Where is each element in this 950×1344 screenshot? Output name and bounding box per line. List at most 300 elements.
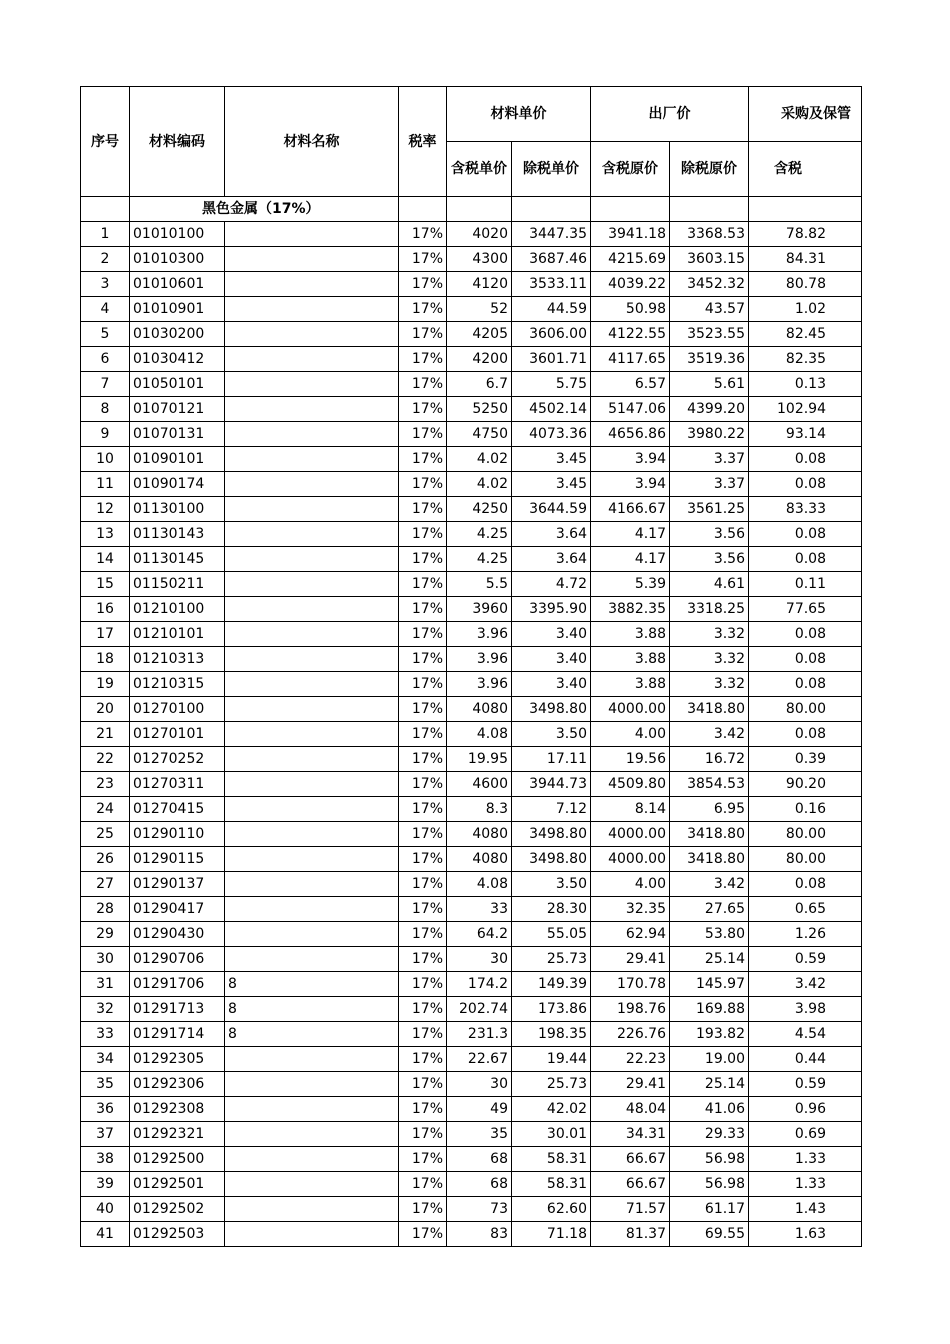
with-tax-unit-cell[interactable]: 83 [447,1222,512,1247]
with-tax-unit-cell[interactable]: 231.3 [447,1022,512,1047]
ex-tax-unit-cell[interactable]: 149.39 [512,972,591,997]
tax-rate-cell[interactable]: 17% [399,1047,447,1072]
ex-tax-orig-cell[interactable]: 61.17 [670,1197,749,1222]
with-tax-cell[interactable]: 4.54 [749,1022,862,1047]
with-tax-cell[interactable]: 1.26 [749,922,862,947]
ex-tax-unit-cell[interactable]: 3687.46 [512,247,591,272]
with-tax-cell[interactable]: 1.63 [749,1222,862,1247]
with-tax-unit-cell[interactable]: 4.02 [447,472,512,497]
seq-cell[interactable]: 13 [81,522,130,547]
ex-tax-unit-cell[interactable]: 3498.80 [512,822,591,847]
ex-tax-unit-cell[interactable]: 62.60 [512,1197,591,1222]
name-cell[interactable] [225,722,399,747]
seq-cell[interactable]: 27 [81,872,130,897]
ex-tax-orig-cell[interactable]: 69.55 [670,1222,749,1247]
ex-tax-orig-cell[interactable]: 56.98 [670,1147,749,1172]
code-cell[interactable]: 01210100 [130,597,225,622]
ex-tax-orig-cell[interactable]: 3.56 [670,522,749,547]
name-cell[interactable] [225,322,399,347]
with-tax-unit-cell[interactable]: 68 [447,1172,512,1197]
with-tax-cell[interactable]: 0.08 [749,672,862,697]
seq-cell[interactable]: 10 [81,447,130,472]
with-tax-unit-cell[interactable]: 52 [447,297,512,322]
tax-rate-cell[interactable]: 17% [399,347,447,372]
ex-tax-unit-cell[interactable]: 3.40 [512,647,591,672]
with-tax-cell[interactable]: 82.35 [749,347,862,372]
ex-tax-unit-cell[interactable]: 3.40 [512,622,591,647]
ex-tax-orig-cell[interactable]: 6.95 [670,797,749,822]
seq-cell[interactable]: 5 [81,322,130,347]
seq-cell[interactable]: 17 [81,622,130,647]
name-cell[interactable] [225,247,399,272]
seq-cell[interactable]: 16 [81,597,130,622]
code-cell[interactable]: 01290110 [130,822,225,847]
seq-cell[interactable]: 28 [81,897,130,922]
ex-tax-orig-cell[interactable]: 3.32 [670,672,749,697]
name-cell[interactable] [225,1047,399,1072]
code-cell[interactable]: 01292503 [130,1222,225,1247]
with-tax-unit-cell[interactable]: 35 [447,1122,512,1147]
ex-tax-orig-cell[interactable]: 3368.53 [670,222,749,247]
with-tax-unit-cell[interactable]: 202.74 [447,997,512,1022]
with-tax-unit-cell[interactable]: 3.96 [447,647,512,672]
code-cell[interactable]: 01210101 [130,622,225,647]
code-cell[interactable]: 01010901 [130,297,225,322]
seq-cell[interactable]: 4 [81,297,130,322]
name-cell[interactable] [225,547,399,572]
with-tax-unit-cell[interactable]: 68 [447,1147,512,1172]
seq-cell[interactable]: 18 [81,647,130,672]
name-cell[interactable] [225,1122,399,1147]
name-cell[interactable] [225,622,399,647]
seq-cell[interactable]: 3 [81,272,130,297]
name-cell[interactable]: 8 [225,972,399,997]
with-tax-cell[interactable]: 0.59 [749,947,862,972]
tax-rate-cell[interactable]: 17% [399,1197,447,1222]
with-tax-orig-cell[interactable]: 62.94 [591,922,670,947]
seq-cell[interactable]: 19 [81,672,130,697]
with-tax-unit-cell[interactable]: 174.2 [447,972,512,997]
ex-tax-orig-cell[interactable]: 3523.55 [670,322,749,347]
ex-tax-unit-cell[interactable]: 3498.80 [512,847,591,872]
with-tax-orig-cell[interactable]: 50.98 [591,297,670,322]
code-cell[interactable]: 01270415 [130,797,225,822]
with-tax-unit-cell[interactable]: 4.08 [447,872,512,897]
seq-cell[interactable]: 38 [81,1147,130,1172]
with-tax-unit-cell[interactable]: 22.67 [447,1047,512,1072]
with-tax-orig-cell[interactable]: 32.35 [591,897,670,922]
name-cell[interactable] [225,822,399,847]
with-tax-cell[interactable]: 0.08 [749,872,862,897]
ex-tax-orig-cell[interactable]: 3561.25 [670,497,749,522]
with-tax-unit-cell[interactable]: 4300 [447,247,512,272]
seq-cell[interactable]: 14 [81,547,130,572]
with-tax-cell[interactable]: 0.08 [749,622,862,647]
code-cell[interactable]: 01292306 [130,1072,225,1097]
with-tax-cell[interactable]: 0.69 [749,1122,862,1147]
tax-rate-cell[interactable]: 17% [399,322,447,347]
ex-tax-unit-cell[interactable]: 4073.36 [512,422,591,447]
with-tax-cell[interactable]: 80.00 [749,822,862,847]
ex-tax-unit-cell[interactable]: 3533.11 [512,272,591,297]
with-tax-orig-cell[interactable]: 4122.55 [591,322,670,347]
seq-cell[interactable]: 11 [81,472,130,497]
seq-cell[interactable]: 7 [81,372,130,397]
ex-tax-unit-cell[interactable]: 71.18 [512,1222,591,1247]
ex-tax-orig-cell[interactable]: 53.80 [670,922,749,947]
with-tax-unit-cell[interactable]: 64.2 [447,922,512,947]
with-tax-orig-cell[interactable]: 3941.18 [591,222,670,247]
ex-tax-unit-cell[interactable]: 3644.59 [512,497,591,522]
name-cell[interactable] [225,297,399,322]
ex-tax-unit-cell[interactable]: 4.72 [512,572,591,597]
code-cell[interactable]: 01290115 [130,847,225,872]
ex-tax-unit-cell[interactable]: 5.75 [512,372,591,397]
with-tax-orig-cell[interactable]: 3.94 [591,472,670,497]
ex-tax-orig-cell[interactable]: 41.06 [670,1097,749,1122]
with-tax-orig-cell[interactable]: 4.17 [591,547,670,572]
code-cell[interactable]: 01292321 [130,1122,225,1147]
ex-tax-unit-cell[interactable]: 30.01 [512,1122,591,1147]
with-tax-orig-cell[interactable]: 34.31 [591,1122,670,1147]
tax-rate-cell[interactable]: 17% [399,397,447,422]
with-tax-cell[interactable]: 78.82 [749,222,862,247]
tax-rate-cell[interactable]: 17% [399,872,447,897]
with-tax-unit-cell[interactable]: 3.96 [447,622,512,647]
ex-tax-orig-cell[interactable]: 3418.80 [670,847,749,872]
seq-cell[interactable]: 25 [81,822,130,847]
ex-tax-unit-cell[interactable]: 42.02 [512,1097,591,1122]
ex-tax-unit-cell[interactable]: 3.50 [512,722,591,747]
code-cell[interactable]: 01291706 [130,972,225,997]
tax-rate-cell[interactable]: 17% [399,372,447,397]
name-cell[interactable] [225,472,399,497]
with-tax-orig-cell[interactable]: 4000.00 [591,697,670,722]
with-tax-orig-cell[interactable]: 4000.00 [591,847,670,872]
seq-cell[interactable]: 33 [81,1022,130,1047]
code-cell[interactable]: 01270311 [130,772,225,797]
name-cell[interactable] [225,747,399,772]
with-tax-unit-cell[interactable]: 5250 [447,397,512,422]
with-tax-cell[interactable]: 1.43 [749,1197,862,1222]
with-tax-cell[interactable]: 1.33 [749,1172,862,1197]
code-cell[interactable]: 01291713 [130,997,225,1022]
name-cell[interactable] [225,372,399,397]
tax-rate-cell[interactable]: 17% [399,772,447,797]
with-tax-unit-cell[interactable]: 6.7 [447,372,512,397]
ex-tax-orig-cell[interactable]: 5.61 [670,372,749,397]
ex-tax-orig-cell[interactable]: 3603.15 [670,247,749,272]
seq-cell[interactable]: 35 [81,1072,130,1097]
with-tax-unit-cell[interactable]: 4.25 [447,547,512,572]
name-cell[interactable] [225,447,399,472]
with-tax-cell[interactable]: 0.16 [749,797,862,822]
with-tax-cell[interactable]: 84.31 [749,247,862,272]
code-cell[interactable]: 01290706 [130,947,225,972]
with-tax-unit-cell[interactable]: 4205 [447,322,512,347]
ex-tax-orig-cell[interactable]: 3418.80 [670,822,749,847]
ex-tax-orig-cell[interactable]: 29.33 [670,1122,749,1147]
with-tax-unit-cell[interactable]: 4080 [447,697,512,722]
with-tax-unit-cell[interactable]: 49 [447,1097,512,1122]
ex-tax-unit-cell[interactable]: 3447.35 [512,222,591,247]
seq-cell[interactable]: 21 [81,722,130,747]
with-tax-cell[interactable]: 0.59 [749,1072,862,1097]
name-cell[interactable] [225,1172,399,1197]
ex-tax-unit-cell[interactable]: 25.73 [512,947,591,972]
with-tax-cell[interactable]: 0.11 [749,572,862,597]
with-tax-cell[interactable]: 0.08 [749,472,862,497]
seq-cell[interactable]: 41 [81,1222,130,1247]
with-tax-cell[interactable]: 0.08 [749,547,862,572]
code-cell[interactable]: 01292500 [130,1147,225,1172]
with-tax-cell[interactable]: 0.08 [749,522,862,547]
with-tax-orig-cell[interactable]: 3.88 [591,622,670,647]
name-cell[interactable] [225,1072,399,1097]
ex-tax-orig-cell[interactable]: 25.14 [670,1072,749,1097]
code-cell[interactable]: 01090174 [130,472,225,497]
ex-tax-orig-cell[interactable]: 19.00 [670,1047,749,1072]
with-tax-unit-cell[interactable]: 4200 [447,347,512,372]
ex-tax-orig-cell[interactable]: 25.14 [670,947,749,972]
with-tax-cell[interactable]: 93.14 [749,422,862,447]
tax-rate-cell[interactable]: 17% [399,572,447,597]
ex-tax-unit-cell[interactable]: 28.30 [512,897,591,922]
with-tax-orig-cell[interactable]: 4509.80 [591,772,670,797]
ex-tax-unit-cell[interactable]: 3.45 [512,447,591,472]
seq-cell[interactable]: 12 [81,497,130,522]
ex-tax-unit-cell[interactable]: 3.40 [512,672,591,697]
with-tax-cell[interactable]: 80.78 [749,272,862,297]
code-cell[interactable]: 01010300 [130,247,225,272]
name-cell[interactable] [225,772,399,797]
code-cell[interactable]: 01290137 [130,872,225,897]
ex-tax-orig-cell[interactable]: 3.56 [670,547,749,572]
tax-rate-cell[interactable]: 17% [399,597,447,622]
code-cell[interactable]: 01070121 [130,397,225,422]
ex-tax-unit-cell[interactable]: 198.35 [512,1022,591,1047]
with-tax-unit-cell[interactable]: 30 [447,1072,512,1097]
with-tax-orig-cell[interactable]: 29.41 [591,1072,670,1097]
ex-tax-unit-cell[interactable]: 3.64 [512,522,591,547]
seq-cell[interactable]: 1 [81,222,130,247]
name-cell[interactable]: 8 [225,997,399,1022]
code-cell[interactable]: 01010100 [130,222,225,247]
ex-tax-orig-cell[interactable]: 3980.22 [670,422,749,447]
with-tax-cell[interactable]: 0.08 [749,722,862,747]
seq-cell[interactable]: 37 [81,1122,130,1147]
ex-tax-orig-cell[interactable]: 3854.53 [670,772,749,797]
tax-rate-cell[interactable]: 17% [399,647,447,672]
seq-cell[interactable]: 31 [81,972,130,997]
with-tax-unit-cell[interactable]: 30 [447,947,512,972]
ex-tax-orig-cell[interactable]: 4399.20 [670,397,749,422]
tax-rate-cell[interactable]: 17% [399,272,447,297]
seq-cell[interactable]: 30 [81,947,130,972]
name-cell[interactable] [225,1222,399,1247]
with-tax-orig-cell[interactable]: 5.39 [591,572,670,597]
with-tax-unit-cell[interactable]: 4750 [447,422,512,447]
with-tax-orig-cell[interactable]: 81.37 [591,1222,670,1247]
ex-tax-unit-cell[interactable]: 58.31 [512,1172,591,1197]
ex-tax-unit-cell[interactable]: 3.50 [512,872,591,897]
ex-tax-orig-cell[interactable]: 145.97 [670,972,749,997]
tax-rate-cell[interactable]: 17% [399,1147,447,1172]
with-tax-cell[interactable]: 3.98 [749,997,862,1022]
ex-tax-unit-cell[interactable]: 58.31 [512,1147,591,1172]
name-cell[interactable] [225,422,399,447]
ex-tax-unit-cell[interactable]: 3606.00 [512,322,591,347]
with-tax-cell[interactable]: 0.08 [749,647,862,672]
code-cell[interactable]: 01292502 [130,1197,225,1222]
seq-cell[interactable]: 39 [81,1172,130,1197]
ex-tax-orig-cell[interactable]: 43.57 [670,297,749,322]
seq-cell[interactable]: 9 [81,422,130,447]
with-tax-cell[interactable]: 1.02 [749,297,862,322]
tax-rate-cell[interactable]: 17% [399,797,447,822]
seq-cell[interactable]: 8 [81,397,130,422]
ex-tax-orig-cell[interactable]: 3.42 [670,722,749,747]
with-tax-unit-cell[interactable]: 4600 [447,772,512,797]
ex-tax-unit-cell[interactable]: 173.86 [512,997,591,1022]
seq-cell[interactable]: 2 [81,247,130,272]
with-tax-orig-cell[interactable]: 66.67 [591,1172,670,1197]
tax-rate-cell[interactable]: 17% [399,522,447,547]
ex-tax-unit-cell[interactable]: 7.12 [512,797,591,822]
code-cell[interactable]: 01291714 [130,1022,225,1047]
tax-rate-cell[interactable]: 17% [399,1172,447,1197]
with-tax-orig-cell[interactable]: 4000.00 [591,822,670,847]
with-tax-orig-cell[interactable]: 3.94 [591,447,670,472]
tax-rate-cell[interactable]: 17% [399,1222,447,1247]
with-tax-unit-cell[interactable]: 3960 [447,597,512,622]
tax-rate-cell[interactable]: 17% [399,847,447,872]
ex-tax-orig-cell[interactable]: 3.32 [670,647,749,672]
with-tax-orig-cell[interactable]: 3.88 [591,672,670,697]
tax-rate-cell[interactable]: 17% [399,747,447,772]
ex-tax-orig-cell[interactable]: 3418.80 [670,697,749,722]
with-tax-orig-cell[interactable]: 8.14 [591,797,670,822]
ex-tax-unit-cell[interactable]: 3.64 [512,547,591,572]
code-cell[interactable]: 01070131 [130,422,225,447]
with-tax-cell[interactable]: 77.65 [749,597,862,622]
with-tax-orig-cell[interactable]: 170.78 [591,972,670,997]
code-cell[interactable]: 01292501 [130,1172,225,1197]
with-tax-cell[interactable]: 1.33 [749,1147,862,1172]
seq-cell[interactable]: 26 [81,847,130,872]
with-tax-cell[interactable]: 3.42 [749,972,862,997]
tax-rate-cell[interactable]: 17% [399,497,447,522]
ex-tax-orig-cell[interactable]: 3452.32 [670,272,749,297]
seq-cell[interactable]: 24 [81,797,130,822]
name-cell[interactable] [225,347,399,372]
ex-tax-orig-cell[interactable]: 3.37 [670,447,749,472]
ex-tax-orig-cell[interactable]: 16.72 [670,747,749,772]
name-cell[interactable] [225,647,399,672]
tax-rate-cell[interactable]: 17% [399,822,447,847]
tax-rate-cell[interactable]: 17% [399,922,447,947]
with-tax-unit-cell[interactable]: 4.25 [447,522,512,547]
with-tax-orig-cell[interactable]: 198.76 [591,997,670,1022]
with-tax-orig-cell[interactable]: 6.57 [591,372,670,397]
name-cell[interactable] [225,397,399,422]
name-cell[interactable] [225,697,399,722]
ex-tax-unit-cell[interactable]: 19.44 [512,1047,591,1072]
name-cell[interactable] [225,672,399,697]
tax-rate-cell[interactable]: 17% [399,722,447,747]
name-cell[interactable] [225,272,399,297]
code-cell[interactable]: 01270101 [130,722,225,747]
with-tax-unit-cell[interactable]: 73 [447,1197,512,1222]
with-tax-unit-cell[interactable]: 4080 [447,822,512,847]
ex-tax-orig-cell[interactable]: 169.88 [670,997,749,1022]
with-tax-orig-cell[interactable]: 71.57 [591,1197,670,1222]
with-tax-cell[interactable]: 83.33 [749,497,862,522]
code-cell[interactable]: 01270100 [130,697,225,722]
code-cell[interactable]: 01290430 [130,922,225,947]
code-cell[interactable]: 01090101 [130,447,225,472]
code-cell[interactable]: 01292308 [130,1097,225,1122]
ex-tax-orig-cell[interactable]: 3.42 [670,872,749,897]
tax-rate-cell[interactable]: 17% [399,622,447,647]
name-cell[interactable] [225,947,399,972]
name-cell[interactable] [225,847,399,872]
name-cell[interactable] [225,522,399,547]
name-cell[interactable]: 8 [225,1022,399,1047]
with-tax-cell[interactable]: 80.00 [749,847,862,872]
ex-tax-orig-cell[interactable]: 4.61 [670,572,749,597]
code-cell[interactable]: 01030200 [130,322,225,347]
seq-cell[interactable]: 22 [81,747,130,772]
with-tax-orig-cell[interactable]: 48.04 [591,1097,670,1122]
tax-rate-cell[interactable]: 17% [399,447,447,472]
code-cell[interactable]: 01150211 [130,572,225,597]
tax-rate-cell[interactable]: 17% [399,547,447,572]
tax-rate-cell[interactable]: 17% [399,297,447,322]
code-cell[interactable]: 01030412 [130,347,225,372]
ex-tax-orig-cell[interactable]: 3.32 [670,622,749,647]
with-tax-orig-cell[interactable]: 226.76 [591,1022,670,1047]
code-cell[interactable]: 01010601 [130,272,225,297]
with-tax-orig-cell[interactable]: 29.41 [591,947,670,972]
name-cell[interactable] [225,1197,399,1222]
ex-tax-unit-cell[interactable]: 25.73 [512,1072,591,1097]
with-tax-unit-cell[interactable]: 4020 [447,222,512,247]
ex-tax-unit-cell[interactable]: 3498.80 [512,697,591,722]
ex-tax-unit-cell[interactable]: 3601.71 [512,347,591,372]
tax-rate-cell[interactable]: 17% [399,1022,447,1047]
tax-rate-cell[interactable]: 17% [399,672,447,697]
with-tax-orig-cell[interactable]: 4117.65 [591,347,670,372]
with-tax-cell[interactable]: 0.39 [749,747,862,772]
ex-tax-unit-cell[interactable]: 3395.90 [512,597,591,622]
with-tax-orig-cell[interactable]: 22.23 [591,1047,670,1072]
name-cell[interactable] [225,572,399,597]
name-cell[interactable] [225,897,399,922]
seq-cell[interactable]: 29 [81,922,130,947]
code-cell[interactable]: 01290417 [130,897,225,922]
with-tax-orig-cell[interactable]: 4.00 [591,722,670,747]
code-cell[interactable]: 01050101 [130,372,225,397]
ex-tax-orig-cell[interactable]: 3519.36 [670,347,749,372]
with-tax-unit-cell[interactable]: 3.96 [447,672,512,697]
with-tax-orig-cell[interactable]: 19.56 [591,747,670,772]
with-tax-cell[interactable]: 0.13 [749,372,862,397]
with-tax-orig-cell[interactable]: 4039.22 [591,272,670,297]
with-tax-cell[interactable]: 0.96 [749,1097,862,1122]
with-tax-unit-cell[interactable]: 5.5 [447,572,512,597]
tax-rate-cell[interactable]: 17% [399,997,447,1022]
